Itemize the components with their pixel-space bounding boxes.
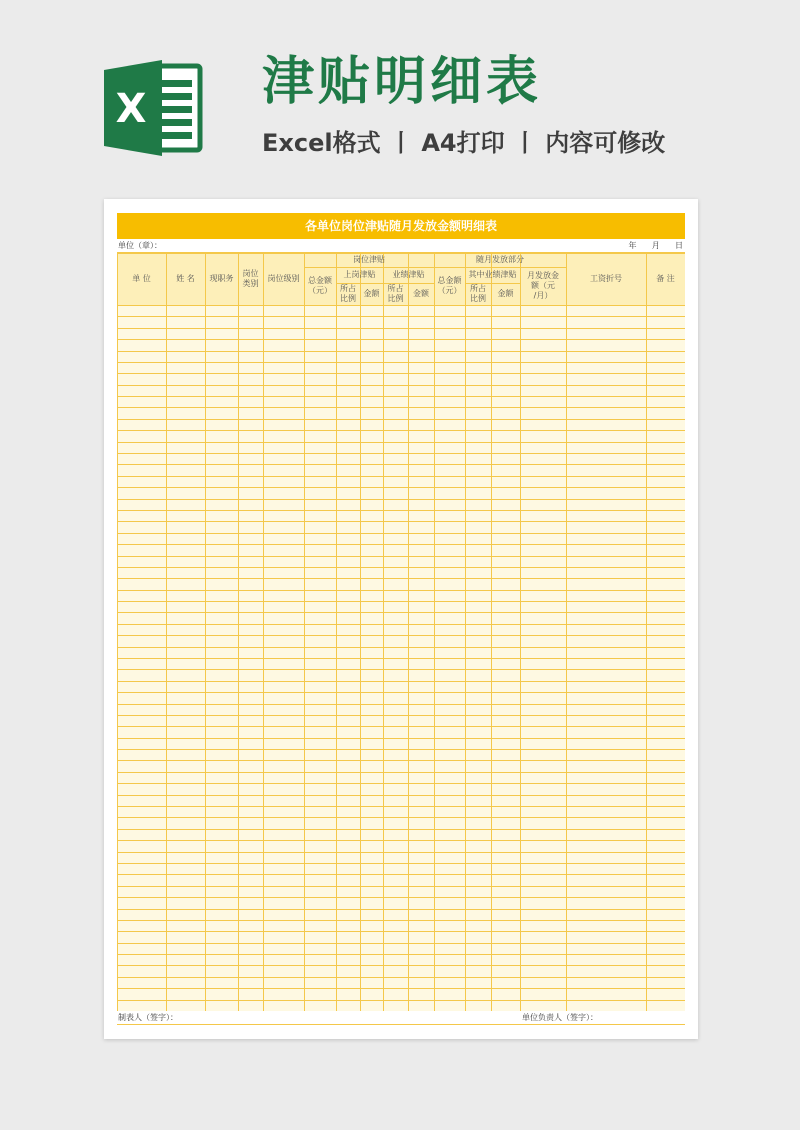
page-subtitle: Excel格式 丨 A4打印 丨 内容可修改 — [262, 129, 666, 157]
header-performance-amount: 金额 — [413, 289, 429, 298]
header-unit: 单 位 — [132, 274, 151, 283]
page-title: 津贴明细表 — [262, 52, 543, 112]
header-onpost-amount: 金额 — [363, 289, 380, 298]
header-performance-ratio: 所占 比例 — [387, 284, 404, 303]
header-total-amount: 总金额 （元） — [308, 276, 332, 295]
maker-signature-label: 制表人（签字）： — [118, 1013, 178, 1022]
header-performance-allowance: 业绩津贴 — [392, 270, 425, 279]
date-label: 年 月 日 — [628, 241, 683, 250]
excel-icon — [104, 58, 204, 158]
unit-label: 单位（章）： — [118, 241, 162, 250]
grid-lines — [117, 253, 685, 1011]
header-onpost-allowance: 上岗津贴 — [343, 270, 376, 279]
unit-info-row — [117, 239, 685, 253]
header-monthly-issued: 月发放金 额（元 /月） — [527, 271, 559, 300]
header-salary-discount: 工资折号 — [590, 274, 622, 283]
header-monthly-part: 随月发放部分 — [476, 255, 524, 264]
leader-signature-label: 单位负责人（签字）： — [522, 1013, 598, 1022]
excel-logo-letter: X — [115, 86, 147, 132]
signature-row — [117, 1011, 685, 1025]
header-monthly-ratio: 所占 比例 — [470, 284, 486, 303]
header-name: 姓 名 — [176, 274, 195, 283]
document-page — [104, 199, 698, 1039]
header-post-level: 岗位级别 — [267, 274, 300, 283]
allowance-sheet — [117, 213, 685, 1026]
header-post-category: 岗位 类别 — [242, 269, 259, 288]
header-monthly-performance: 其中业绩津贴 — [468, 270, 517, 279]
header-onpost-ratio: 所占 比例 — [340, 284, 356, 303]
header-monthly-total: 总金额 （元） — [437, 276, 462, 295]
header-remarks: 备 注 — [656, 274, 675, 283]
header-post-allowance: 岗位津贴 — [353, 255, 385, 264]
sheet-title: 各单位岗位津贴随月发放金额明细表 — [117, 213, 685, 239]
banner — [0, 0, 800, 195]
header-monthly-amount: 金额 — [497, 289, 514, 298]
data-grid — [117, 253, 685, 1011]
header-current-duty: 现职务 — [209, 274, 234, 283]
